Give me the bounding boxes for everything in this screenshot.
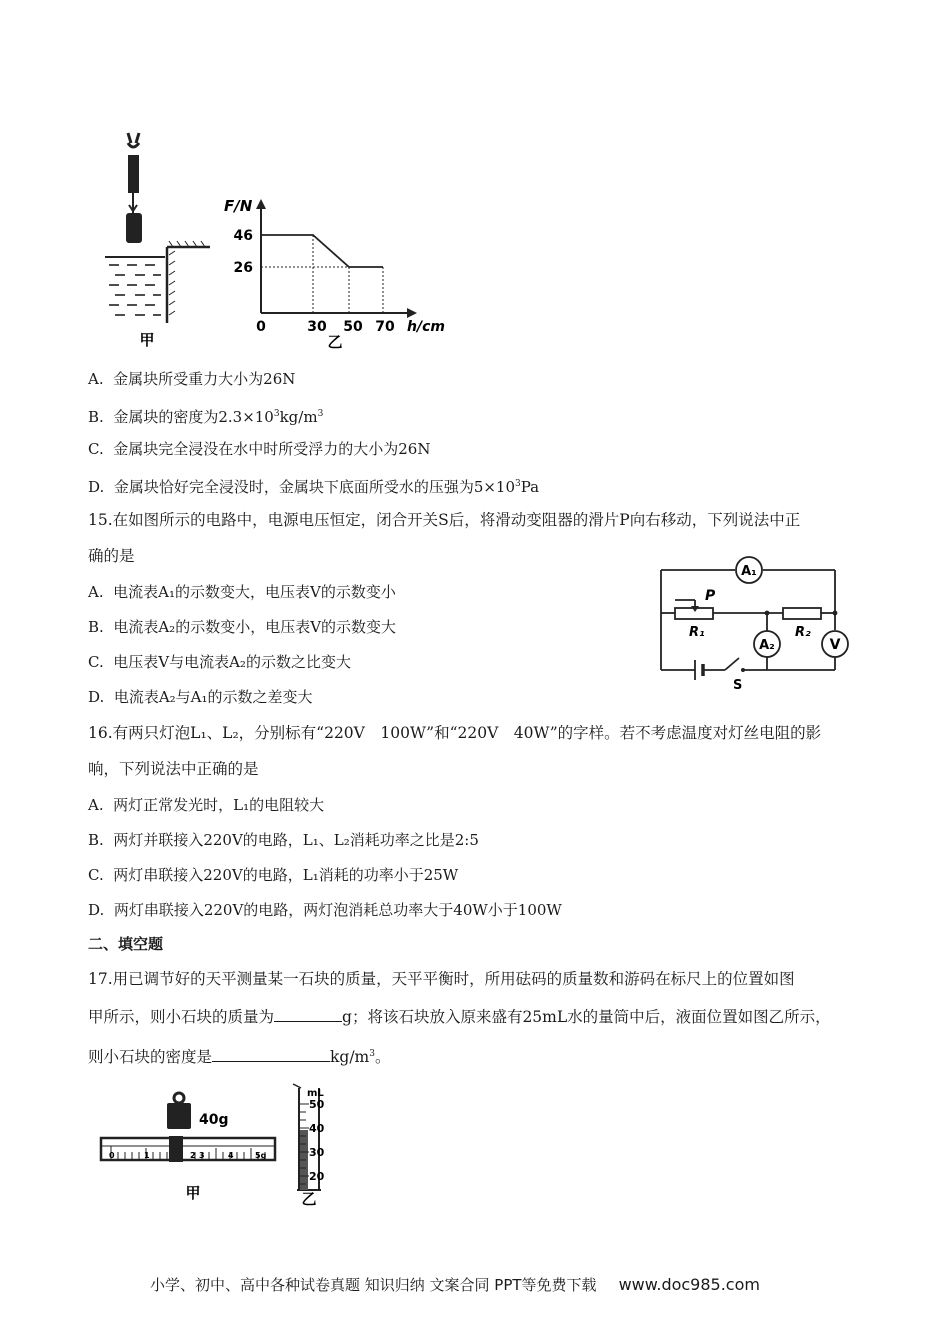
resistor-r1-label: R₁ [689, 625, 705, 640]
axis-y-label: F/N [224, 197, 253, 215]
q17-figure [95, 1078, 355, 1208]
fig-label-jia: 甲 [139, 331, 155, 349]
q16-stem-line1: 16.有两只灯泡L₁、L₂，分别标有“220V 100W”和“220V 40W”的字样。若不考虑温度对灯丝电阻的影 [88, 724, 822, 742]
svg-text:4: 4 [228, 1151, 234, 1160]
beam-scale [101, 1136, 275, 1162]
q14-option-c: C. 金属块完全浸没在水中时所受浮力的大小为26N [88, 440, 431, 458]
q17-stem-line2: 甲所示，则小石块的质量为 g；将该石块放入原来盛有25mL水的量筒中后，液面位置如图乙所示， [88, 1008, 831, 1026]
svg-text:3: 3 [199, 1151, 205, 1160]
section-heading: 二、填空题 [88, 935, 164, 953]
x-tick: 0 [256, 319, 266, 335]
fig-label-yi: 乙 [327, 333, 343, 351]
footer-text: 小学、初中、高中各种试卷真题 知识归纳 文案合同 PPT等免费下载 [150, 1276, 597, 1294]
svg-text:0: 0 [109, 1151, 115, 1160]
q15-stem-line1: 15.在如图所示的电路中，电源电压恒定，闭合开关S后，将滑动变阻器的滑片P向右移动，下列说法中正 [88, 511, 801, 529]
q16-option-c: C. 两灯串联接入220V的电路，L₁消耗的功率小于25W [88, 866, 459, 884]
svg-text:1: 1 [144, 1151, 150, 1160]
footer-link[interactable]: www.doc985.com [618, 1275, 760, 1294]
svg-text:40: 40 [309, 1122, 325, 1135]
svg-text:30: 30 [309, 1146, 325, 1159]
x-tick: 30 [307, 319, 327, 335]
weight-label: 40g [199, 1112, 229, 1128]
fig-label-yi: 乙 [301, 1190, 317, 1208]
measuring-cylinder [293, 1084, 325, 1190]
svg-text:50: 50 [309, 1098, 325, 1111]
x-tick: 50 [343, 319, 363, 335]
weight-icon [167, 1093, 191, 1129]
resistor-r2-label: R₂ [795, 625, 811, 640]
q16-option-b: B. 两灯并联接入220V的电路，L₁、L₂消耗功率之比是2:5 [88, 831, 479, 849]
q16-stem-line2: 响，下列说法中正确的是 [88, 760, 259, 778]
q15-option-d: D. 电流表A₂与A₁的示数之差变大 [88, 688, 313, 706]
y-tick: 26 [233, 260, 253, 276]
footer [150, 1275, 760, 1295]
svg-text:2: 2 [190, 1151, 196, 1160]
q15-stem-line2: 确的是 [88, 547, 135, 565]
circuit-diagram [655, 552, 860, 692]
x-tick: 70 [375, 319, 395, 335]
spring-scale-icon [126, 133, 142, 243]
answer-blank-density[interactable] [212, 1047, 330, 1062]
svg-text:5g: 5g [255, 1151, 267, 1160]
water-tank [105, 241, 210, 323]
fig-label-jia: 甲 [185, 1184, 201, 1202]
q16-option-a: A. 两灯正常发光时，L₁的电阻较大 [88, 796, 325, 814]
q14-option-b: B. 金属块的密度为$2.3\times 10^3kg/m^3$ [88, 408, 324, 426]
q16-option-d: D. 两灯串联接入220V的电路，两灯泡消耗总功率大于40W小于100W [88, 901, 562, 919]
svg-text:mL: mL [307, 1088, 324, 1099]
q14-option-a: A. 金属块所受重力大小为26N [88, 370, 296, 388]
answer-blank-mass[interactable] [274, 1007, 342, 1022]
force-depth-graph [224, 197, 445, 351]
q15-option-b: B. 电流表A₂的示数变小，电压表V的示数变大 [88, 618, 397, 636]
q14-figure [95, 125, 455, 355]
voltmeter-v: V [829, 637, 841, 653]
y-tick: 46 [233, 228, 253, 244]
q17-stem-line1: 17.用已调节好的天平测量某一石块的质量，天平平衡时，所用砝码的质量数和游码在标尺上的位置如图 [88, 970, 795, 988]
q14-option-d: D. 金属块恰好完全浸没时，金属块下底面所受水的压强为$5\times 10^3Pa$ [88, 478, 540, 496]
ammeter-a2: A₂ [759, 638, 775, 653]
q15-option-a: A. 电流表A₁的示数变大，电压表V的示数变小 [88, 583, 396, 601]
q15-option-c: C. 电压表V与电流表A₂的示数之比变大 [88, 653, 351, 671]
q17-stem-line3: 则小石块的密度是 $kg/m^3$。 [88, 1048, 391, 1067]
ammeter-a1: A₁ [741, 564, 757, 579]
switch-s-label: S [733, 678, 743, 692]
svg-text:20: 20 [309, 1170, 325, 1183]
slider-p-label: P [705, 588, 716, 604]
axis-x-label: h/cm [407, 319, 445, 335]
